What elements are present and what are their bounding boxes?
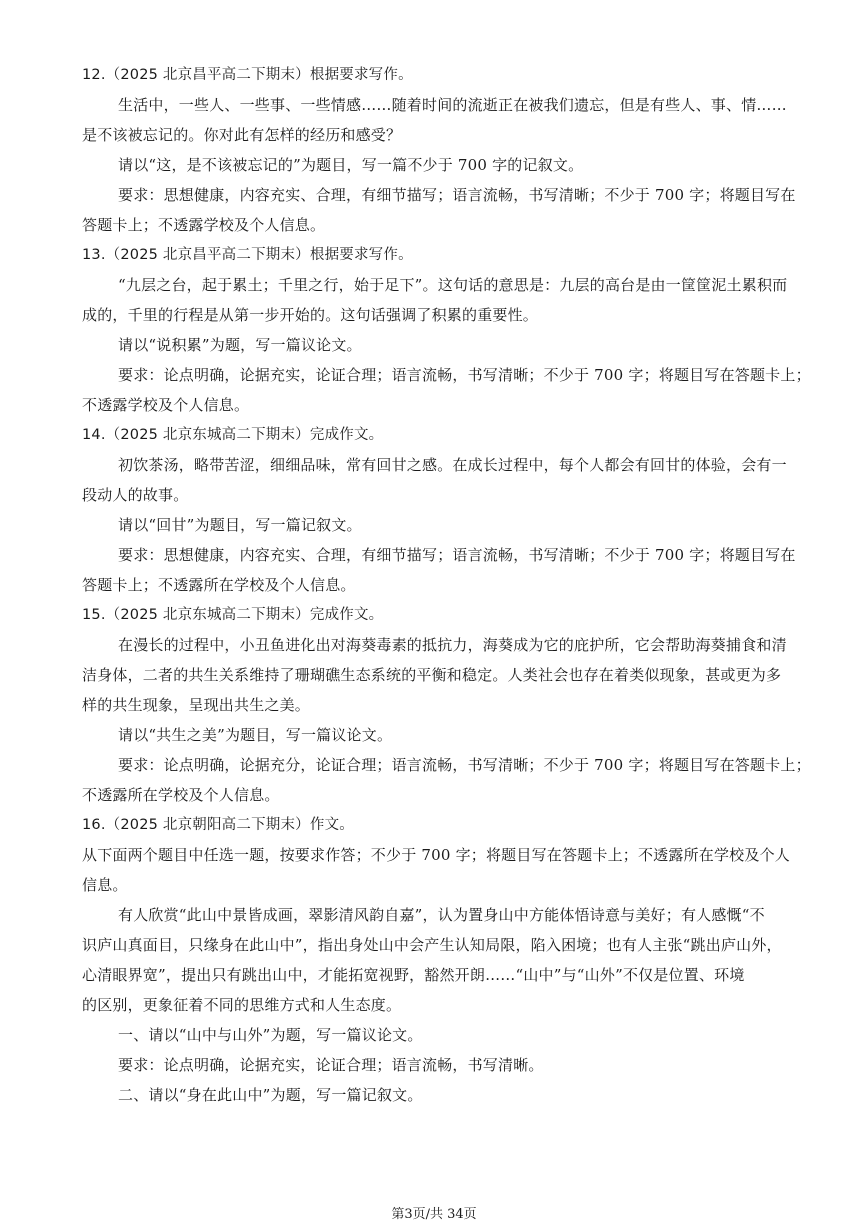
page-content xyxy=(82,64,811,1114)
question-text-line: 初饮茶汤，略带苦涩，细细品味，常有回甘之感。在成长过程中，每个人都会有回甘的体验，会有一 xyxy=(118,456,787,474)
question-text-line: 请以“这，是不该被忘记的”为题目，写一篇不少于 700 字的记叙文。 xyxy=(118,156,584,174)
question-text-line: 信息。 xyxy=(82,876,128,894)
question-text-line: 从下面两个题目中任选一题，按要求作答；不少于 700 字；将题目写在答题卡上；不透露所在学校及个人 xyxy=(82,846,790,864)
question-text-line: 生活中，一些人、一些事、一些情感……随着时间的流逝正在被我们遗忘，但是有些人、事、情…… xyxy=(118,96,787,114)
question-text-line: 请以“共生之美”为题目，写一篇议论文。 xyxy=(118,726,393,744)
question-text-line: 的区别，更象征着不同的思维方式和人生态度。 xyxy=(82,996,402,1014)
question-text-line: 样的共生现象，呈现出共生之美。 xyxy=(82,696,311,714)
question-text-line: 答题卡上；不透露学校及个人信息。 xyxy=(82,216,326,234)
question-block xyxy=(82,604,811,806)
question-text-line: 有人欣赏“此山中景皆成画，翠影清风韵自嘉”，认为置身山中方能体悟诗意与美好；有人感慨“不 xyxy=(118,906,765,924)
question-text-line: 不透露学校及个人信息。 xyxy=(82,396,250,414)
question-text-line: 要求：论点明确，论据充分，论证合理；语言流畅，书写清晰；不少于 700 字；将题目写在答题卡上； xyxy=(118,756,811,774)
question-text-line: 一、请以“山中与山外”为题，写一篇议论文。 xyxy=(118,1026,423,1044)
question-heading: 15.（2025 北京东城高二下期末）完成作文。 xyxy=(82,607,384,623)
question-text-line: “九层之台，起于累土；千里之行，始于足下”。这句话的意思是：九层的高台是由一筐筐泥土累积而 xyxy=(118,276,788,294)
question-text-line: 成的，千里的行程是从第一步开始的。这句话强调了积累的重要性。 xyxy=(82,306,539,324)
question-text-line: 要求：思想健康，内容充实、合理，有细节描写；语言流畅，书写清晰；不少于 700 字；将题目写在 xyxy=(118,186,796,204)
question-text-line: 识庐山真面目，只缘身在此山中”，指出身处山中会产生认知局限，陷入困境；也有人主张“跳出庐山外， xyxy=(82,936,782,954)
question-text-line: 在漫长的过程中，小丑鱼进化出对海葵毒素的抵抗力，海葵成为它的庇护所，它会帮助海葵捕食和清 xyxy=(118,636,787,654)
question-text-line: 段动人的故事。 xyxy=(82,486,189,504)
question-text-line: 请以“回甘”为题目，写一篇记叙文。 xyxy=(118,516,362,534)
page-footer: 第3页/共 34页 xyxy=(391,1207,477,1222)
question-text-line: 要求：思想健康，内容充实、合理，有细节描写；语言流畅，书写清晰；不少于 700 字；将题目写在 xyxy=(118,546,796,564)
question-heading: 13.（2025 北京昌平高二下期末）根据要求写作。 xyxy=(82,247,413,263)
question-block xyxy=(82,424,794,596)
question-heading: 12.（2025 北京昌平高二下期末）根据要求写作。 xyxy=(82,67,413,83)
question-text-line: 二、请以“身在此山中”为题，写一篇记叙文。 xyxy=(118,1086,423,1104)
question-text-line: 洁身体，二者的共生关系维持了珊瑚礁生态系统的平衡和稳定。人类社会也存在着类似现象，甚或更为多 xyxy=(82,666,782,684)
question-text-line: 答题卡上；不透露所在学校及个人信息。 xyxy=(82,576,356,594)
question-text-line: 是不该被忘记的。你对此有怎样的经历和感受？ xyxy=(82,126,402,144)
question-text-line: 请以“说积累”为题，写一篇议论文。 xyxy=(118,336,362,354)
question-block xyxy=(82,64,794,236)
question-text-line: 心清眼界宽”，提出只有跳出山中，才能拓宽视野，豁然开朗……“山中”与“山外”不仅是位置、环境 xyxy=(82,966,745,984)
question-heading: 16.（2025 北京朝阳高二下期末）作文。 xyxy=(82,817,354,833)
question-text-line: 要求：论点明确，论据充实，论证合理；语言流畅，书写清晰；不少于 700 字；将题目写在答题卡上； xyxy=(118,366,811,384)
question-block xyxy=(82,244,811,416)
question-text-line: 不透露所在学校及个人信息。 xyxy=(82,786,280,804)
question-block xyxy=(82,814,794,1106)
question-text-line: 要求：论点明确，论据充实，论证合理；语言流畅，书写清晰。 xyxy=(118,1056,544,1074)
question-heading: 14.（2025 北京东城高二下期末）完成作文。 xyxy=(82,427,384,443)
